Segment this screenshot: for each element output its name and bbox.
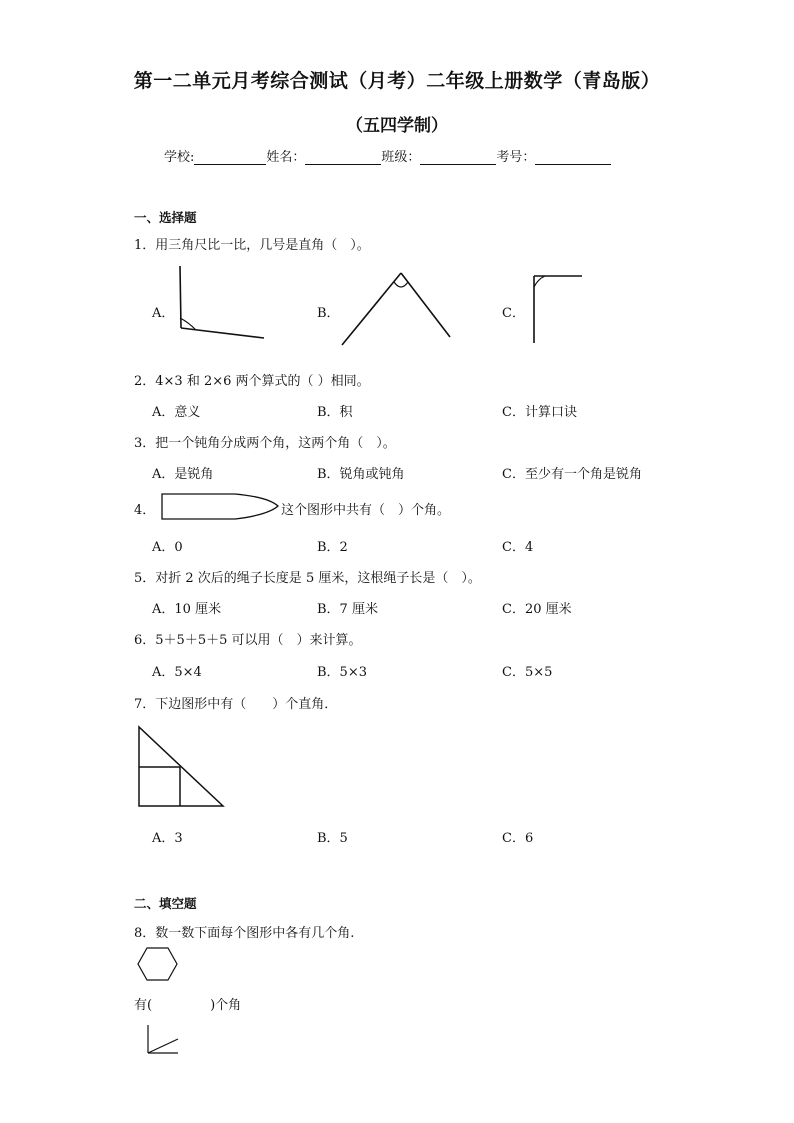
q8-answer-prefix: 有( (134, 998, 153, 1013)
page-title: 第一二单元月考综合测试（月考）二年级上册数学（青岛版） (133, 70, 661, 92)
question-7: 7．下边图形中有（ ）个直角． (134, 697, 338, 712)
option-7c: C．6 (502, 831, 534, 846)
question-5: 5．对折 2 次后的绳子长度是 5 厘米，这根绳子长是（ ）。 (134, 571, 481, 586)
option-4c: C．4 (502, 540, 534, 555)
option-2b: B．积 (317, 405, 353, 420)
option-7a: A．3 (152, 831, 183, 846)
question-4-number: 4． (134, 503, 156, 518)
option-1a: A． (152, 306, 175, 321)
option-2c: C．计算口诀 (502, 405, 577, 420)
option-4a: A．0 (152, 540, 183, 555)
q8-answer-suffix: )个角 (210, 998, 242, 1013)
question-6: 6．5＋5＋5＋5 可以用（ ）来计算。 (134, 633, 362, 648)
option-6a: A．5×4 (152, 665, 202, 680)
hexagon-figure (138, 948, 177, 980)
option-2a: A．意义 (152, 405, 201, 420)
question-4: 这个图形中共有（ ）个角。 (281, 503, 451, 518)
option-5c: C．20 厘米 (502, 602, 572, 617)
option-3b: B．锐角或钝角 (317, 467, 405, 482)
page-subtitle: （五四学制） (346, 116, 448, 136)
school-label: 学校: (164, 150, 195, 165)
small-angle-figure (148, 1025, 178, 1053)
q8-answer-line (134, 994, 241, 1013)
option-1b: B． (317, 306, 340, 321)
exam-no-label: 考号： (496, 150, 536, 165)
option-3a: A．是锐角 (152, 467, 214, 482)
section-title-fill: 二、填空题 (134, 896, 197, 911)
class-label: 班级： (381, 150, 421, 165)
option-3c: C．至少有一个角是锐角 (502, 467, 642, 482)
question-8: 8．数一数下面每个图形中各有几个角. (134, 926, 355, 941)
name-label: 姓名： (266, 150, 306, 165)
option-6c: C．5×5 (502, 665, 553, 680)
option-5a: A．10 厘米 (152, 602, 222, 617)
option-1c: C． (502, 306, 525, 321)
option-6b: B．5×3 (317, 665, 367, 680)
section-title-choice: 一、选择题 (134, 210, 197, 225)
question-3: 3．把一个钝角分成两个角，这两个角（ ）。 (134, 436, 396, 451)
option-7b: B．5 (317, 831, 348, 846)
option-5b: B．7 厘米 (317, 602, 378, 617)
option-4b: B．2 (317, 540, 348, 555)
question-1: 1．用三角尺比一比，几号是直角（ ）。 (134, 238, 370, 253)
question-2: 2．4×3 和 2×6 两个算式的（ ）相同。 (134, 374, 370, 389)
